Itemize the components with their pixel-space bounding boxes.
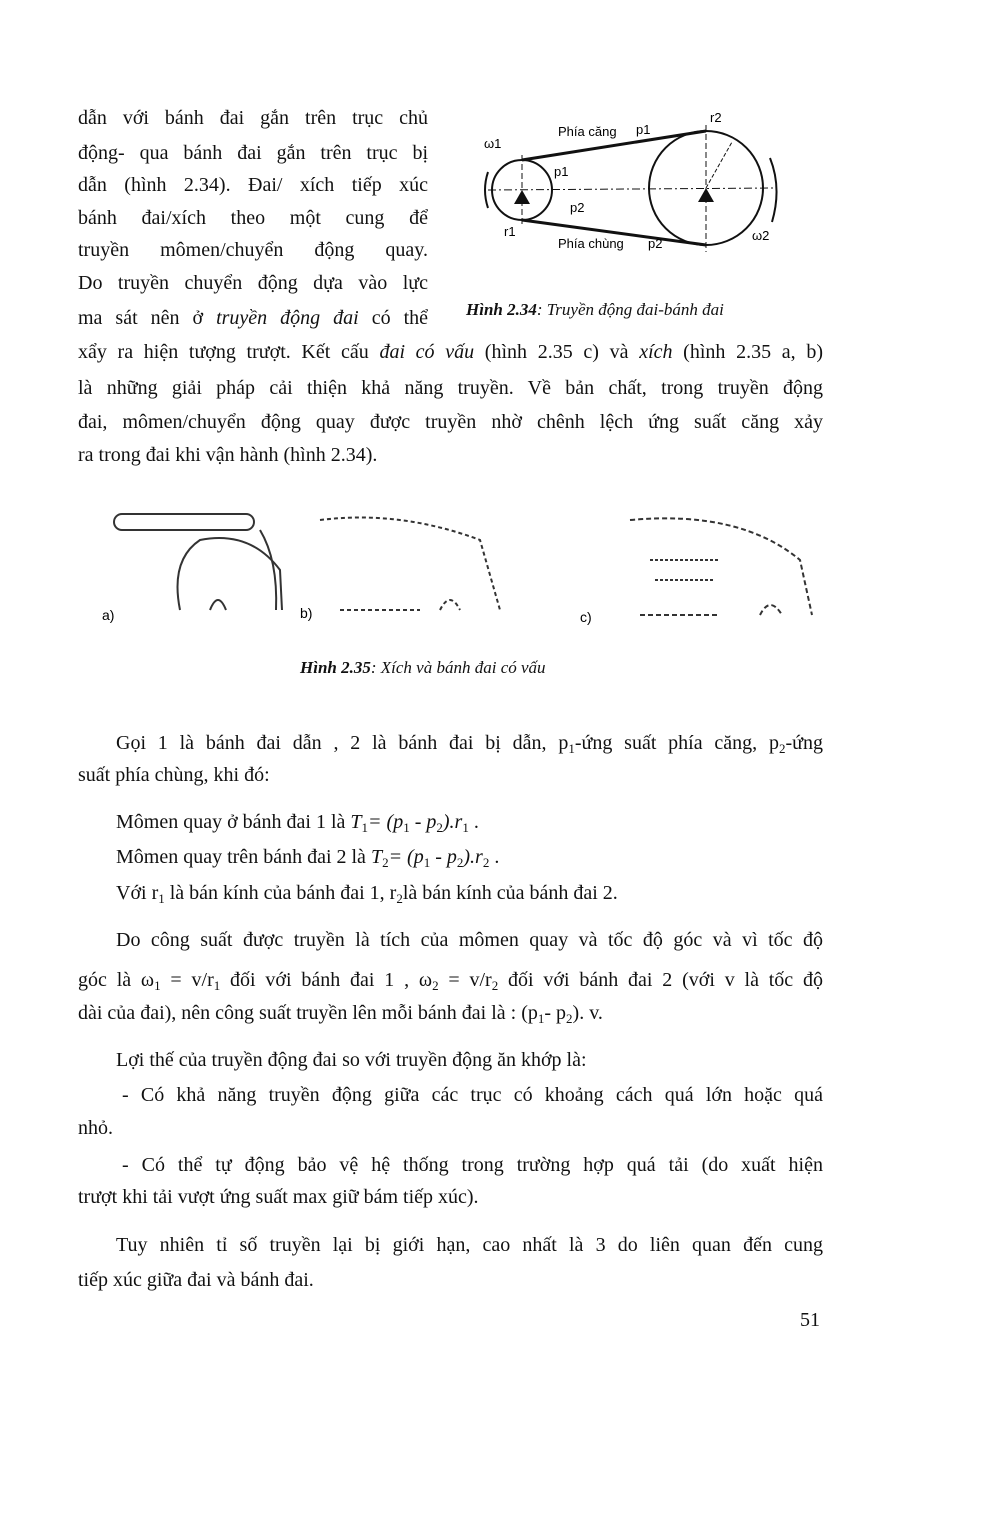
text-run: Gọi 1 là bánh đai dẫn , 2 là bánh đai bị dẫn, p	[116, 732, 569, 754]
text-line	[78, 763, 823, 787]
text-line	[78, 206, 428, 230]
text-run: có thể	[358, 307, 429, 329]
text-run: -ứng suất phía căng, p	[574, 732, 779, 754]
subscript: 1	[403, 820, 410, 835]
text-run: đối với bánh đai 2 (với v là tốc độ	[498, 969, 823, 991]
text-run: suất phía chùng, khi đó:	[78, 764, 270, 786]
text-line	[116, 881, 716, 905]
text-run: là bán kính của bánh đai 1, r	[164, 882, 397, 904]
text-run: .	[468, 811, 479, 833]
text-run: T	[350, 811, 362, 833]
figure-2-35-caption	[300, 658, 546, 678]
subscript: 1	[158, 891, 165, 906]
subscript: 1	[537, 1011, 545, 1026]
text-line	[78, 1116, 823, 1140]
fig234-tight-label: Phía căng	[558, 124, 617, 139]
text-line	[78, 410, 823, 434]
text-run: ).r	[463, 846, 483, 868]
subscript: 2	[436, 820, 443, 835]
subscript: 2	[779, 741, 786, 756]
text-run: .	[489, 846, 500, 868]
text-line	[122, 1083, 823, 1107]
text-run: (hình 2.35 a, b)	[672, 341, 823, 363]
subscript: 2	[456, 855, 464, 870]
text-run: - p	[409, 811, 437, 833]
text-line	[116, 731, 823, 755]
text-run: truyền động đai	[216, 307, 359, 329]
text-run: truyền mômen/chuyển động quay.	[78, 239, 428, 261]
text-run: dài của đai), nên công suất truyền lên mỗi bánh đai là : (p	[78, 1002, 538, 1024]
text-run: đai có vấu	[379, 341, 475, 363]
fig234-p2-bottom: p2	[648, 236, 663, 251]
text-run: Do truyền chuyển động dựa vào lực	[78, 272, 428, 294]
text-line	[78, 340, 823, 364]
subscript: 1	[213, 978, 221, 993]
text-line	[78, 141, 428, 165]
figure-2-35-chains-and-toothed-belt	[100, 500, 830, 635]
text-run: - p	[544, 1002, 567, 1024]
fig234-r1: r1	[504, 224, 516, 239]
text-run: = (p	[388, 846, 424, 868]
subscript: 2	[396, 891, 403, 906]
subscript: 1	[154, 978, 161, 993]
subscript: 2	[432, 978, 439, 993]
text-run: Lợi thế của truyền động đai so với truyền động ăn khớp là:	[116, 1049, 587, 1071]
caption-text: : Truyền động đai-bánh đai	[536, 300, 724, 319]
text-line	[116, 845, 616, 869]
subscript: 1	[462, 820, 469, 835]
subscript: 2	[382, 855, 389, 870]
subscript: 1	[423, 855, 431, 870]
text-run: ma sát nên ở	[78, 307, 217, 329]
subscript: 2	[566, 1011, 573, 1026]
fig234-omega2: ω2	[752, 228, 770, 243]
caption-number: Hình 2.35	[300, 658, 371, 677]
text-line	[78, 376, 823, 400]
text-line	[116, 810, 616, 834]
text-line	[78, 1001, 823, 1025]
text-run: là bán kính của bánh đai 2.	[402, 882, 618, 904]
text-line	[78, 968, 823, 992]
text-run: đối với bánh đai 1 , ω	[220, 969, 433, 991]
text-run: Do công suất được truyền là tích của mômen quay và tốc độ góc và vì tốc độ	[116, 929, 823, 951]
text-run: Với r	[116, 882, 159, 904]
page-number: 51	[800, 1309, 820, 1331]
text-run: - Có thể tự động bảo vệ hệ thống trong trường hợp quá tải (do xuất hiện	[122, 1154, 823, 1176]
text-line	[78, 306, 428, 330]
subscript: 1	[361, 820, 369, 835]
text-run: Tuy nhiên tỉ số truyền lại bị giới hạn, cao nhất là 3 do liên quan đến cung	[116, 1234, 823, 1256]
text-run: đai, mômen/chuyển động quay được truyền nhờ chênh lệch ứng suất căng xảy	[78, 411, 823, 433]
text-run: = v/r	[160, 969, 214, 991]
text-line	[78, 106, 428, 130]
text-run: T	[370, 846, 383, 868]
fig234-p2: p2	[570, 200, 585, 215]
text-line	[122, 1153, 823, 1177]
text-run: tiếp xúc giữa đai và bánh đai.	[78, 1269, 314, 1291]
text-run: -ứng	[785, 732, 823, 754]
label-c: c)	[580, 609, 592, 625]
text-line	[116, 928, 823, 952]
text-line	[116, 1233, 823, 1257]
text-line	[78, 238, 428, 262]
fig234-p1: p1	[554, 164, 569, 179]
text-line	[78, 443, 823, 467]
text-line	[78, 1185, 823, 1209]
text-run: dẫn với bánh đai gắn trên trục chủ	[78, 107, 428, 129]
subscript: 1	[568, 741, 575, 756]
text-run: trượt khi tải vượt ứng suất max giữ bám tiếp xúc).	[78, 1186, 479, 1208]
text-run: là những giải pháp cải thiện khả năng truyền. Về bản chất, trong truyền động	[78, 377, 823, 399]
figure-2-34-caption	[466, 300, 724, 320]
label-b: b)	[300, 605, 313, 621]
subscript: 2	[482, 855, 490, 870]
text-run: - Có khả năng truyền động giữa các trục có khoảng cách quá lớn hoặc quá	[122, 1084, 823, 1106]
text-run: xẩy ra hiện tượng trượt. Kết cấu	[78, 341, 380, 363]
caption-number: Hình 2.34	[466, 300, 537, 319]
text-line	[78, 173, 428, 197]
text-line	[78, 271, 428, 295]
text-run: (hình 2.35 c) và	[474, 341, 640, 363]
fig234-p1-top: p1	[636, 122, 651, 137]
text-run: xích	[639, 341, 673, 363]
label-a: a)	[102, 607, 115, 623]
text-run: dẫn (hình 2.34). Đai/ xích tiếp xúc	[78, 174, 428, 196]
text-run: Mômen quay trên bánh đai 2 là	[116, 846, 371, 868]
text-run: nhỏ.	[78, 1117, 113, 1139]
text-line	[116, 1048, 823, 1072]
text-run: ). v.	[572, 1002, 603, 1024]
text-run: - p	[430, 846, 457, 868]
text-run: bánh đai/xích theo một cung để	[78, 207, 428, 229]
text-run: ).r	[442, 811, 463, 833]
text-run: góc là ω	[78, 969, 155, 991]
fig234-omega1: ω1	[484, 136, 502, 151]
text-line	[78, 1268, 823, 1292]
caption-text: : Xích và bánh đai có vấu	[370, 658, 546, 677]
text-run: = (p	[368, 811, 404, 833]
text-run: = v/r	[438, 969, 492, 991]
text-run: Mômen quay ở bánh đai 1 là	[116, 811, 351, 833]
figure-2-34-belt-drive	[470, 100, 790, 260]
subscript: 2	[491, 978, 499, 993]
text-run: ra trong đai khi vận hành (hình 2.34).	[78, 444, 378, 466]
fig234-r2: r2	[710, 110, 722, 125]
text-run: động- qua bánh đai gắn trên trục bị	[78, 142, 428, 164]
fig234-slack-label: Phía chùng	[558, 236, 624, 251]
